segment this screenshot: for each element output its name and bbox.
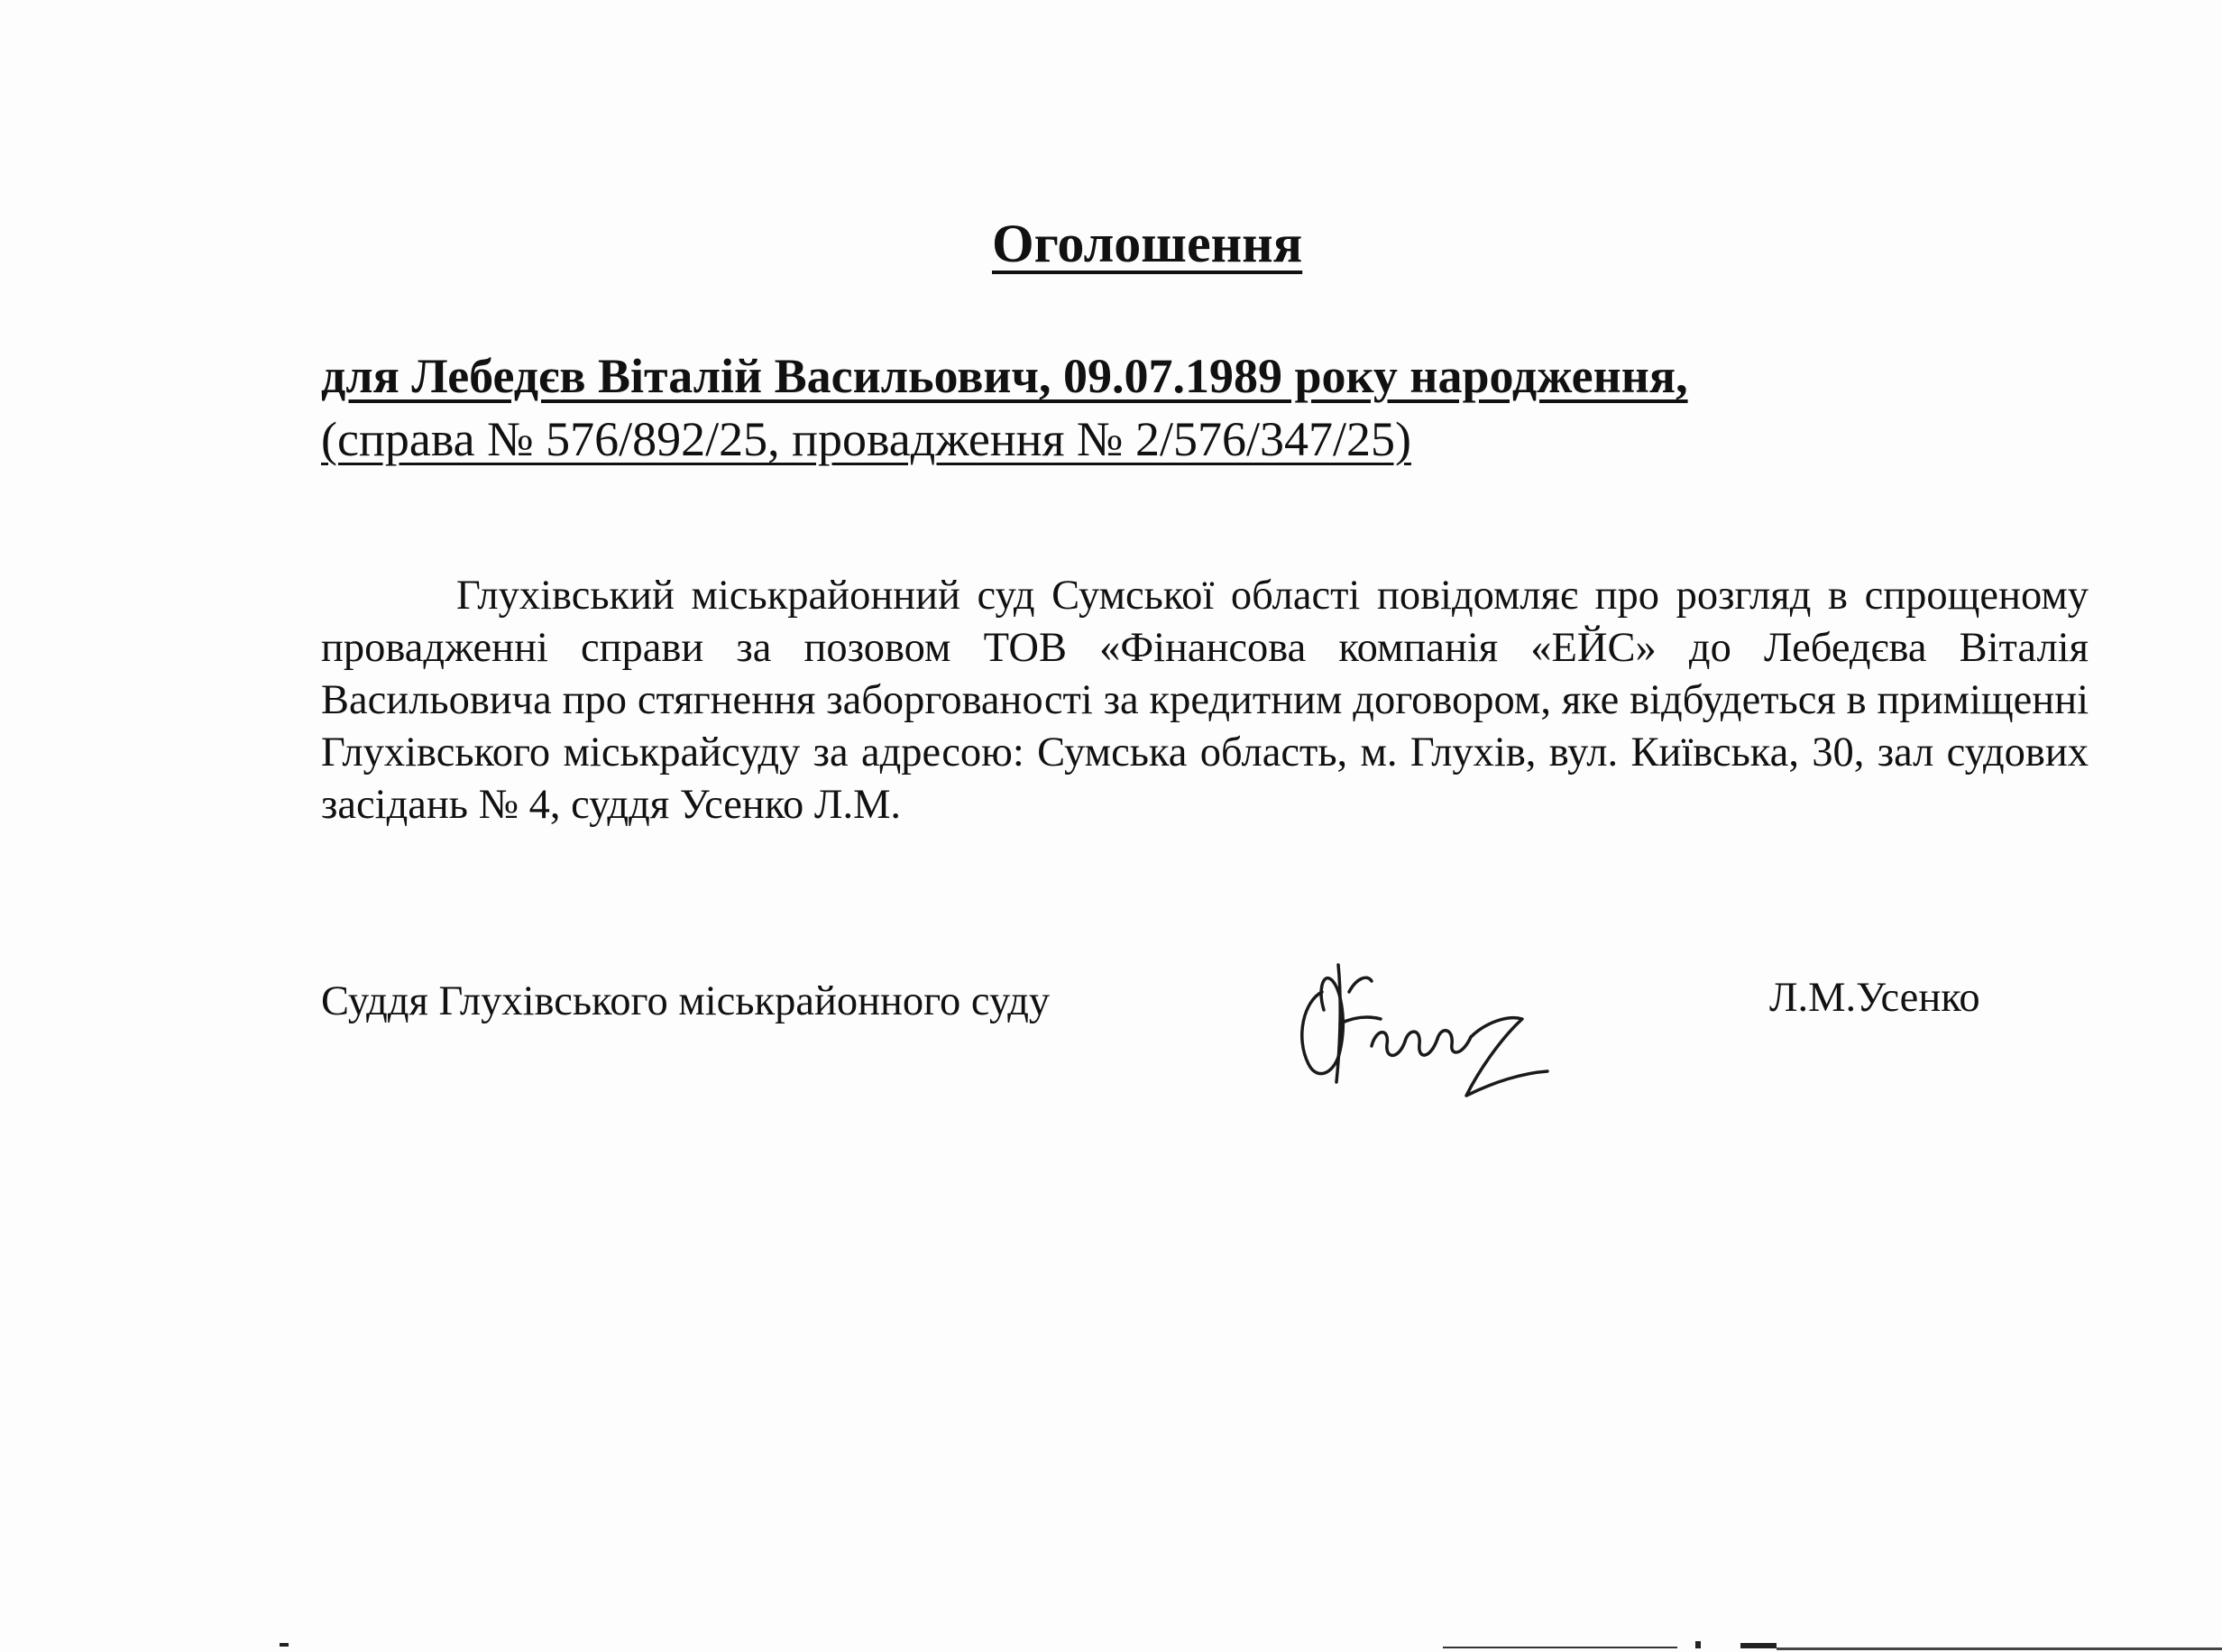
judge-name: Л.М.Усенко [1769,975,1980,1021]
handwritten-signature [1286,938,1566,1118]
scan-edge-artifacts [0,1639,2222,1652]
announcement-body: Глухівський міськрайонний суд Сумської області повідомляє про розгляд в спрощеному провадженні справи за позовом ТОВ «Фінансова компанія «ЕЙС» до Лебедєва Віталія Васильовича про стягнення заборгованості за кредитним договором, яке відбудеться в приміщенні Глухівського міськрайсуду за адресою: Сумська область, м. Глухів, вул. Київська, 30, зал судових засідань № 4, суддя Усенко Л.М. [321,573,2089,828]
case-number-line: (справа № 576/892/25, провадження № 2/576/347/25) [321,412,1411,466]
judge-position-label: Суддя Глухівського міськрайонного суду [321,978,1051,1024]
signature-block [321,974,2089,1136]
addressee-line: для Лебедєв Віталій Васильович, 09.07.1989 року народження, [321,349,1688,403]
document-title: Оголошення [992,214,1303,273]
